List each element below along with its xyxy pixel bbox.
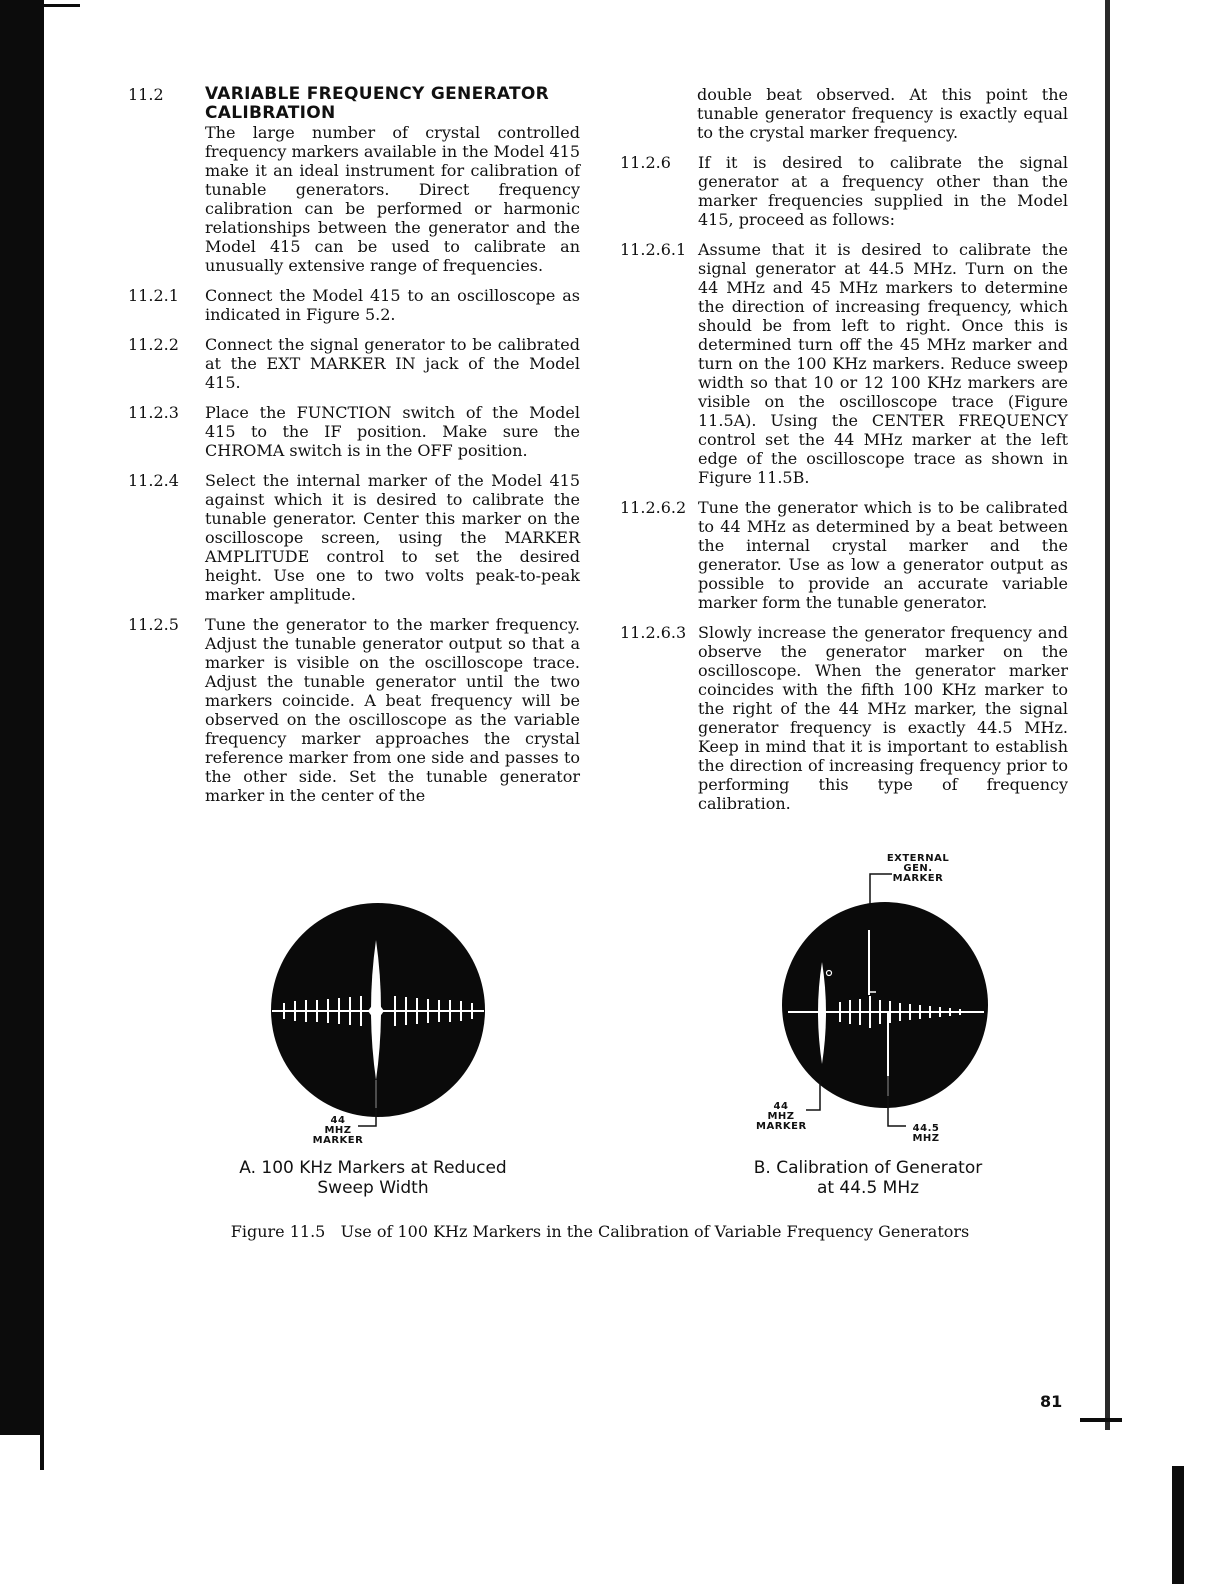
section-11-2-4 [128,471,580,604]
section-text: Connect the Model 415 to an oscilloscope as indicated in Figure 5.2. [205,286,580,324]
left-column [128,85,580,816]
scan-mark-bottom-right [1172,1466,1184,1584]
section-heading: VARIABLE FREQUENCY GENERATOR CALIBRATION [205,84,550,123]
page-number: 81 [1040,1392,1063,1411]
label-line: MARKER [312,1135,364,1146]
section-text: Place the FUNCTION switch of the Model 415 to the IF position. Make sure the CHROMA switch is in the OFF position. [205,403,580,460]
scan-edge-left-tail [40,1430,44,1470]
section-number: 11.2.5 [128,615,179,634]
marker44-label-b [756,1102,806,1132]
scan-mark [1080,1418,1122,1422]
label-line: 44.5 [912,1123,940,1134]
label-line: MARKER [756,1121,807,1132]
continuation-text: double beat observed. At this point the tunable generator frequency is exactly equal to the crystal marker frequency. [697,85,1068,142]
section-11-2-5 [128,615,580,805]
caption-b-line2: at 44.5 MHz [816,1178,920,1198]
section-number: 11.2.6.3 [620,623,687,642]
figure-caption: Figure 11.5 Use of 100 KHz Markers in the Calibration of Variable Frequency Generators [230,1222,970,1241]
section-number: 11.2.3 [128,403,179,422]
section-text: If it is desired to calibrate the signal generator at a frequency other than the marker frequencies supplied in the Model 415, proceed as follows: [698,153,1068,229]
section-number: 11.2.6 [620,153,671,172]
label-line: MARKER [892,873,944,884]
section-number: 11.2.6.2 [620,498,687,517]
right-column [620,85,1068,824]
section-number: 11.2.6.1 [620,240,687,259]
label-line: GEN. [903,863,933,874]
label-line: MHZ [767,1111,795,1122]
label-line: 44 [773,1101,789,1112]
caption-b [728,1158,1008,1198]
section-text: Assume that it is desired to calibrate the signal generator at 44.5 MHz. Turn on the 44 MHz and 45 MHz markers to determine the direction of increasing frequency, which should be from left to right. Once this is determined turn off the 45 MHz marker and turn on the 100 KHz markers. Reduce sweep width so that 10 or 12 100 KHz markers are visible on the oscilloscope trace (Figure 11.5A). Using the CENTER FREQUENCY control set the 44 MHz marker at the left edge of the oscilloscope trace as shown in Figure 11.5B. [698,240,1068,487]
section-11-2-3 [128,403,580,460]
label-line: 44 [330,1115,346,1126]
section-11-2 [128,85,580,275]
caption-a-line2: Sweep Width [317,1178,429,1198]
section-text: The large number of crystal controlled frequency markers available in the Model 415 make it an ideal instrument for calibration of tunable generators. Direct frequency calibration can be performed or harmonic relationships between the generator and the Model 415 can be used to calibrate an unusually extensive range of frequencies. [205,123,580,275]
caption-a-line1: A. 100 KHz Markers at Reduced [239,1158,507,1178]
section-text: Slowly increase the generator frequency and observe the generator marker on the oscilloscope. When the generator marker coincides with the fifth 100 KHz marker to the right of the 44 MHz marker, the signal generator frequency is exactly 44.5 MHz. Keep in mind that it is important to establish the direction of increasing frequency prior to performing this type of frequency calibration. [698,623,1068,813]
label-line: EXTERNAL [886,853,950,864]
section-number: 11.2 [128,85,164,104]
section-text: Select the internal marker of the Model 415 against which it is desired to calibrate the tunable generator. Center this marker on the oscilloscope screen, using the MARKER AMPLITUDE control to set the desired height. Use one to two volts peak-to-peak marker amplitude. [205,471,580,604]
section-11-2-6-2 [620,498,1068,612]
section-11-2-2 [128,335,580,392]
caption-b-line1: B. Calibration of Generator [753,1158,983,1178]
figure-11-5 [0,840,1224,1260]
scan-edge-top [0,4,80,7]
marker-label-a [312,1115,364,1146]
section-number: 11.2.2 [128,335,179,354]
section-11-2-6 [620,153,1068,229]
section-number: 11.2.1 [128,286,179,305]
section-11-2-6-1 [620,240,1068,487]
caption-a [218,1158,528,1198]
marker445-label-b [906,1124,946,1144]
label-line: MHZ [912,1133,940,1144]
section-11-2-1 [128,286,580,324]
section-text: Tune the generator which is to be calibrated to 44 MHz as determined by a beat between the internal crystal marker and the generator. Use as low a generator output as possible to provide an accurate variable marker form the tunable generator. [698,498,1068,612]
section-11-2-6-3 [620,623,1068,813]
section-text: Tune the generator to the marker frequency. Adjust the tunable generator output so that a marker is visible on the oscilloscope trace. Adjust the tunable generator until the two markers coincide. A beat frequency will be observed on the oscilloscope as the variable frequency marker approaches the crystal reference marker from one side and passes to the other side. Set the tunable generator marker in the center of the [205,615,580,805]
section-text: Connect the signal generator to be calibrated at the EXT MARKER IN jack of the Model 415. [205,335,580,392]
label-line: MHZ [324,1125,352,1136]
section-number: 11.2.4 [128,471,179,490]
